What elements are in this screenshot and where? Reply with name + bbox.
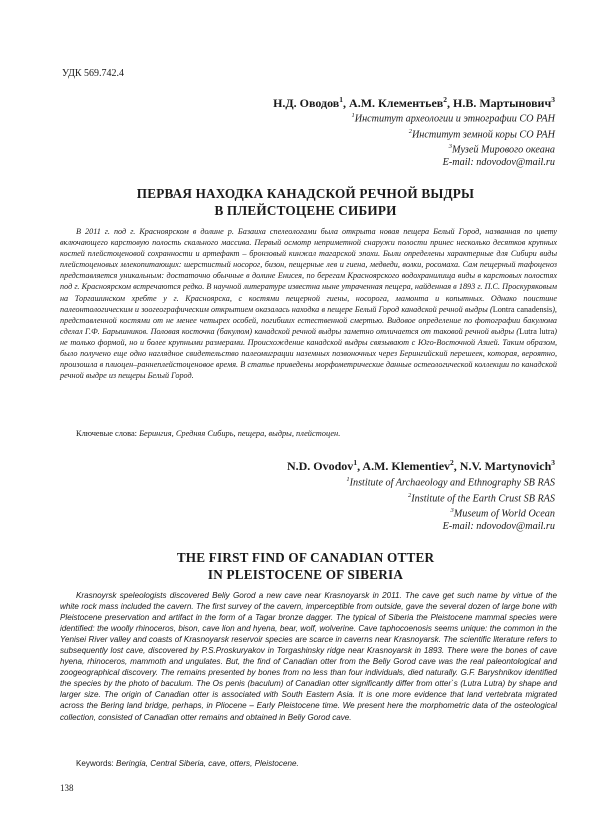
ru-author-sup: 2	[443, 95, 448, 104]
ru-author-sep: ,	[447, 96, 454, 110]
affiliation-text: Институт археологии и этнографии СО РАН	[354, 113, 555, 125]
en-author-sup: 2	[450, 458, 454, 467]
ru-author-name: Н.Д. Оводов	[273, 96, 340, 110]
en-affiliation	[346, 490, 555, 506]
udk-code: УДК 569.742.4	[62, 68, 125, 79]
en-title-line: IN PLEISTOCENE OF SIBERIA	[207, 567, 404, 582]
ru-abstract-latin: Lontra canadensis	[492, 304, 553, 314]
en-keywords-text: Beringia, Central Siberia, cave, otters, Pleistocene.	[116, 759, 299, 768]
ru-title-line: В ПЛЕЙСТОЦЕНЕ СИБИРИ	[214, 203, 397, 218]
ru-author-sep: ,	[343, 96, 350, 110]
affiliation-sup: 1	[346, 476, 350, 483]
ru-title	[40, 185, 571, 219]
en-author-name: N.V. Martynovich	[459, 459, 552, 473]
affiliation-sup: 3	[450, 507, 454, 515]
page-number: 138	[60, 783, 74, 793]
en-title-line: THE FIRST FIND OF CANADIAN OTTER	[176, 550, 435, 565]
affiliation-sup: 3	[448, 143, 452, 151]
ru-abstract	[60, 226, 557, 381]
en-author-name: N.D. Ovodov	[286, 459, 354, 473]
en-author-sup: 3	[551, 458, 555, 467]
ru-abstract-latin: Lutra lutra	[519, 326, 555, 336]
ru-affiliation	[351, 141, 555, 157]
ru-keywords-label: Ключевые слова:	[76, 429, 137, 438]
ru-affiliation	[351, 110, 555, 126]
ru-abstract-text: В 2011 г. под г. Красноярском в долине р. Базаиха спелеологами была открыта новая пещера Белый Город, названная по цвету включающего карстовую полость скального массива. Первый осмотр неприметной снаружи полости принес несколько десятков крупных костей плейстоценовой сохранности и артефакт – бронзовый кинжал тагарской эпохи. Были определены характерные для Сибири виды плейстоценовых млекопитающих: шерстистый носорог, бизон, пещерные лев и гиена, медведи, волки, росомаха. Сам пещерный тафоценоз представляется уникальным: достаточно обычные в долине Енисея, по берегам Красноярского водохранилища виды в карстовых полостях под г. Красноярском встречаются редко. В научной литературе известна ныне утраченная пещера, найденная в 1893 г. П.С. Проскуряковым на Торгашинском хребте у г. Красноярска, с костями пещерной гиены, носорога, мамонта и копытных. Однако поистине палеонтологическим и зоогеографическим открытием оказалась находка в пещере Белый Город канадской речной выдры (	[60, 227, 557, 314]
en-author-name: A.M. Klementiev	[362, 459, 451, 473]
affiliation-text: Музей Мирового океана	[451, 144, 555, 156]
en-author-sep: ,	[453, 459, 460, 473]
ru-abstract-text: ), представленной костями от не менее четырех особей, погибших естественной смертью. Видовое определение по фотографии бакулюма сделал Г.Ф. Барышников. Половая косточка (бакулюм) канадской речной выдры заметно отличается от таковой речной выдры (	[60, 304, 557, 336]
en-author-sep: ,	[357, 459, 363, 473]
ru-affiliation	[351, 126, 555, 142]
ru-affiliations	[351, 110, 555, 169]
en-affiliation	[346, 505, 555, 521]
en-keywords-label: Keywords:	[76, 759, 114, 768]
ru-author-sup: 3	[551, 95, 555, 104]
ru-keywords	[76, 428, 566, 439]
en-title	[40, 549, 571, 583]
en-affiliations	[346, 474, 555, 533]
ru-keywords-text: Берингия, Средняя Сибирь, пещера, выдры, плейстоцен.	[139, 429, 341, 438]
ru-abstract-text: ) не только формой, но и более крупными размерами. Происхождение канадской выдры связывают с Юго-Восточной Азией. Таким образом, было получено еще одно наглядное свидетельство палеомиграции наземных позвоночных через Берингийский перешеек, которая, вероятно, произошла в плиоцен–раннеплейстоценовое время. В статье приведены морфометрические данные остеологической коллекции по канадской речной выдре из пещеры Белый Город.	[60, 326, 558, 381]
affiliation-sup: 2	[408, 491, 412, 499]
ru-author-sup: 1	[339, 95, 344, 104]
ru-authors	[273, 95, 555, 111]
en-abstract: Krasnoyrsk speleologists discovered Beliy Gorod a new cave near Krasnoyarsk in 2011. The cave get such name by virtue of the white rock mass included the cavern. The first survey of the cavern, imperceptible from outside, gave the several dozen of large bone with Pleistocene preservation and artifact in the form of a Tagar bronze dagger. The typical of Siberia the Pleistocene mammal species were identified: the woolly rhinoceros, bison, cave lion and hyena, bear, wolf, wolverine. Cave taphocoenosis seems unique: the common in the Yenisei River valley and coasts of Krasnoyarsk reservoir species are scarce in caverns near Krasnoyarsk. The scientific literature refers to subsequently lost cave, discovered by P.S.Proskuryakov in Torgashinsky ridge near Krasnoyarsk in 1893. There were the bones of cave hyena, rhinoceros, mammoth and ungulates. But, the find of Canadian otter from the Beliy Gorod cave was the real paleontological and zoogeographical discovery. The remains presented by bones from no less than four individuals, died naturally. G.F. Baryshnikov identified the species by the photo of baculum. The Os penis (baculum) of Canadian otter significantly differ from otter`s (Lutra Lutra) by shape and larger size. The origin of Canadian otter is associated with South Eastern Asia. It is one more evidence that land vertebrata migrated across the Bering land bridge, perhaps, in Pliocene – Early Pleistocene time. We present here the morphometric data of the osteological collection, consisted of Canadian otter remains and obtained in Beliy Gorod cave.	[60, 591, 557, 722]
ru-author-name: А.М. Клементьев	[349, 96, 444, 110]
affiliation-text: Museum of World Ocean	[453, 508, 555, 520]
affiliation-sup: 1	[351, 112, 355, 119]
affiliation-text: Институт земной коры СО РАН	[411, 129, 555, 141]
en-affiliation	[346, 474, 555, 490]
affiliation-text: Institute of Archaeology and Ethnography SB RAS	[349, 477, 555, 489]
en-author-sup: 1	[353, 458, 358, 467]
affiliation-text: Institute of the Earth Crust SB RAS	[411, 493, 555, 505]
en-keywords	[76, 758, 566, 769]
affiliation-sup: 2	[408, 127, 412, 135]
en-authors	[287, 458, 555, 474]
ru-email: E-mail: ndovodov@mail.ru	[442, 157, 555, 169]
en-email: E-mail: ndovodov@mail.ru	[442, 521, 555, 533]
ru-author-name: Н.В. Мартынович	[453, 96, 552, 110]
ru-title-line: ПЕРВАЯ НАХОДКА КАНАДСКОЙ РЕЧНОЙ ВЫДРЫ	[136, 186, 475, 201]
